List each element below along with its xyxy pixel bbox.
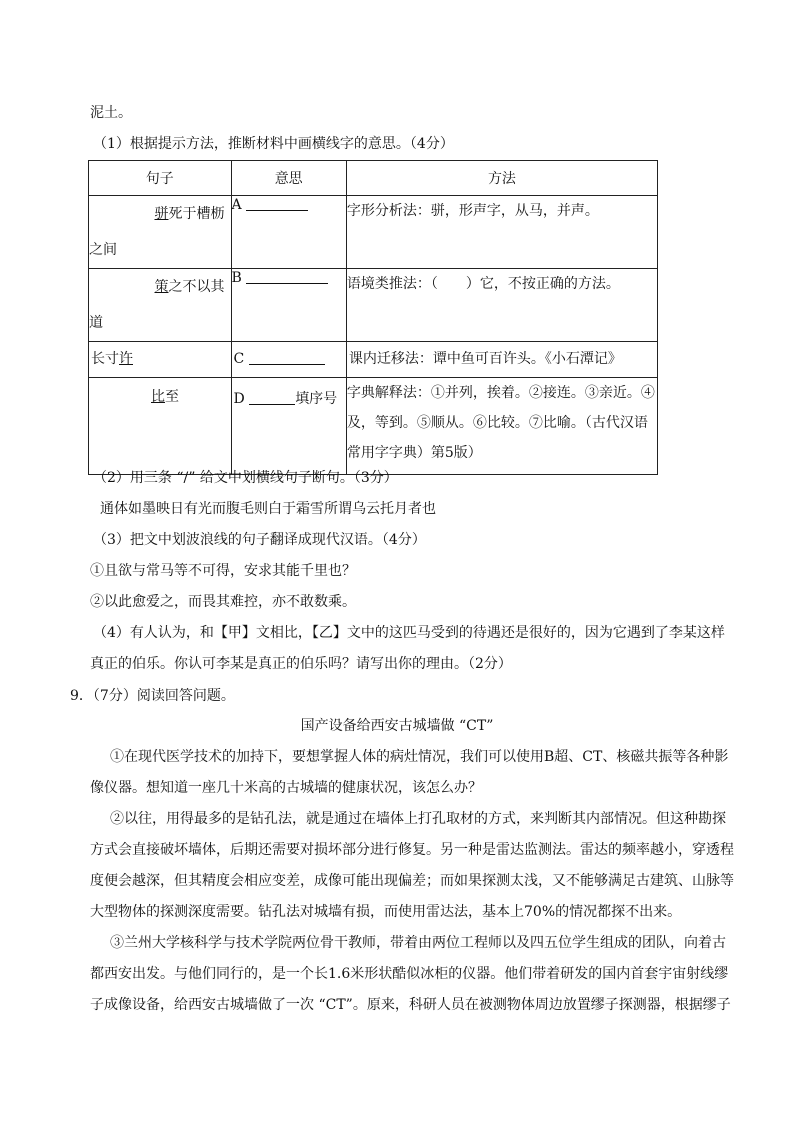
sentence-cont: 之间 <box>89 242 117 258</box>
q3-item-2: ②以此愈爱之，而畏其难控，亦不敢数乘。 <box>90 594 356 610</box>
table-row <box>89 196 658 269</box>
sentence-cell <box>89 342 232 378</box>
para2-line2: 方式会直接破坏墙体，后期还需要对损坏部分进行修复。另一种是雷达监测法。雷达的频率越小，穿透程 <box>90 842 734 858</box>
sentence-rest: 之不以其 <box>168 279 225 295</box>
meaning-cell[interactable] <box>231 378 346 475</box>
meaning-suffix: 填序号 <box>295 391 338 407</box>
underlined-char: 骈 <box>154 206 169 222</box>
underlined-char: 策 <box>154 279 169 295</box>
table-header-row <box>89 161 658 196</box>
table-row <box>89 269 658 342</box>
para2-line3: 度便会越深，但其精度会相应变差，成像可能出现偏差；而如果探测太浅，又不能够满足古建筑、山脉等 <box>90 873 734 889</box>
q4-prompt-line1: （4）有人认为，和【甲】文相比，【乙】文中的这匹马受到的待遇还是很好的，因为它遇到了李某这样 <box>93 625 725 641</box>
sentence-cell: 比至 <box>89 378 232 475</box>
sentence-cont: 道 <box>89 315 103 331</box>
sentence-cell <box>89 196 232 269</box>
method-cell: 课内迁移法：谭中鱼可百许头。《小石潭记》 <box>346 342 657 378</box>
q3-item-1: ①且欲与常马等不可得，安求其能千里也？ <box>90 563 356 579</box>
meaning-label: C <box>233 351 245 367</box>
sentence-text: 长寸许 <box>91 351 133 367</box>
para3-line2: 都西安出发。与他们同行的，是一个长1.6米形状酷似冰柜的仪器。他们带着研发的国内首套宇宙射线缪 <box>90 966 729 982</box>
para2-line1: ②以往，用得最多的是钻孔法，就是通过在墙体上打孔取材的方式，来判断其内部情况。但这种勘探 <box>110 811 726 827</box>
table-row <box>89 342 658 378</box>
meaning-label: D <box>233 391 245 407</box>
header-meaning: 意思 <box>231 161 346 196</box>
q2-prompt: （2）用三条 “/” 给文中划横线句子断句。（3分） <box>93 470 398 486</box>
para3-line3: 子成像设备，给西安古城墙做了一次 “CT”。原来，科研人员在被测物体周边放置缪子探测器，根据缪子 <box>90 997 731 1013</box>
article-title: 国产设备给西安古城墙做 “CT” <box>300 718 494 734</box>
answer-blank[interactable] <box>249 390 295 405</box>
top-text: 泥土。 <box>90 105 132 121</box>
q3-prompt: （3）把文中划波浪线的句子翻译成现代汉语。（4分） <box>93 532 426 548</box>
answer-blank[interactable] <box>249 350 325 365</box>
answer-blank[interactable] <box>246 196 308 211</box>
meaning-cell[interactable] <box>231 342 346 378</box>
sentence-rest: 死于槽枥 <box>168 206 225 222</box>
para1-line1: ①在现代医学技术的加持下，要想掌握人体的病灶情况，我们可以使用B超、CT、核磁共振等各种影 <box>110 749 729 765</box>
meaning-label: B <box>231 270 242 286</box>
method-cell: 字典解释法：①并列，挨着。②接连。③亲近。④及，等到。⑤顺从。⑥比较。⑦比喻。（古代汉语常用字字典）第5版） <box>346 378 657 475</box>
sentence-cell <box>89 269 232 342</box>
para3-line1: ③兰州大学核科学与技术学院两位骨干教师，带着由两位工程师以及四五位学生组成的团队，向着古 <box>110 935 726 951</box>
sentence-text: 比 <box>151 389 165 405</box>
method-table <box>88 160 658 475</box>
q9-heading: 9．（7分）阅读回答问题。 <box>70 688 235 704</box>
q2-sentence: 通体如墨映日有光而腹毛则白于霜雪所谓乌云托月者也 <box>100 501 436 517</box>
para2-line4: 大型物体的探测深度需要。钻孔法对城墙有损，而使用雷达法，基本上70%的情况都探不出来。 <box>90 904 682 920</box>
para1-line2: 像仪器。想知道一座几十米高的古城墙的健康状况，该怎么办？ <box>90 780 482 796</box>
table-row <box>89 378 658 475</box>
meaning-label: A <box>231 197 242 213</box>
q4-prompt-line2: 真正的伯乐。你认可李某是真正的伯乐吗？请写出你的理由。（2分） <box>90 656 512 672</box>
meaning-cell[interactable] <box>231 196 346 269</box>
method-cell: 字形分析法：骈，形声字，从马，并声。 <box>346 196 657 269</box>
header-method: 方法 <box>346 161 657 196</box>
q1-prompt: （1）根据提示方法，推断材料中画横线字的意思。（4分） <box>93 136 454 152</box>
header-sentence: 句子 <box>89 161 232 196</box>
answer-blank[interactable] <box>246 269 328 284</box>
method-cell: 语境类推法：（ ）它，不按正确的方法。 <box>346 269 657 342</box>
meaning-cell[interactable] <box>231 269 346 342</box>
